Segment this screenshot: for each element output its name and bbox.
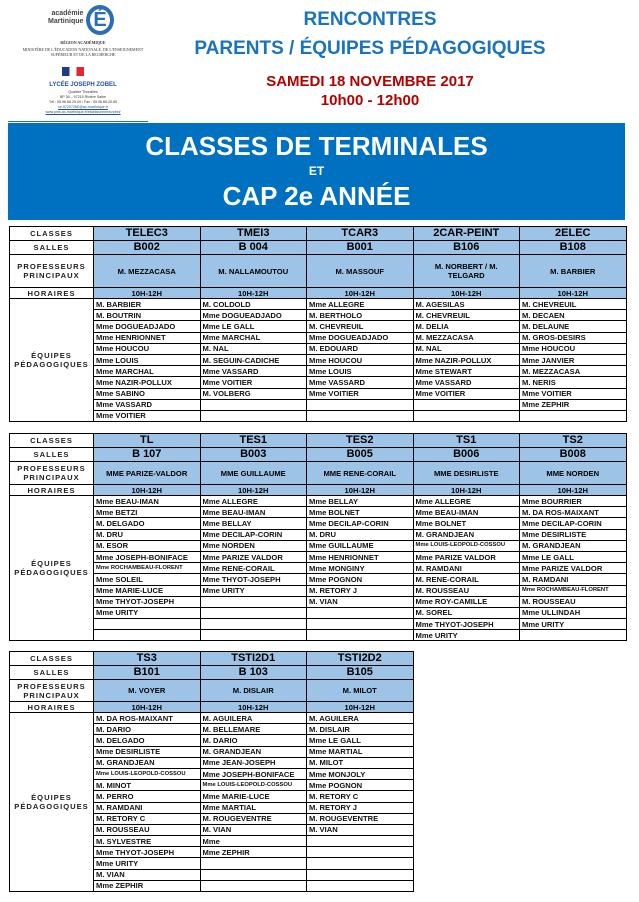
schedule: 10H-12H xyxy=(94,702,201,713)
horaires-label: HORAIRES xyxy=(27,485,76,495)
head-teacher: M. MASSOUF xyxy=(307,255,414,288)
team-member: Mme ZEPHIR xyxy=(520,399,627,410)
equipes-label: PÉDAGOGIQUES xyxy=(14,568,89,578)
room-number: B108 xyxy=(520,241,627,255)
team-member: Mme LOUIS-LEOPOLD-COSSOU xyxy=(200,780,307,791)
team-member: Mme xyxy=(200,836,307,847)
room-number: B006 xyxy=(413,448,520,462)
team-member: Mme BEAU-IMAN xyxy=(200,507,307,518)
equipes-label: ÉQUIPES xyxy=(31,793,72,802)
team-member: M. DA ROS-MAIXANT xyxy=(520,507,627,518)
class-name: TS3 xyxy=(94,652,201,666)
row-label xyxy=(10,652,94,666)
team-member: M. MEZZACASA xyxy=(520,366,627,377)
team-member: Mme DECILAP-CORIN xyxy=(307,518,414,529)
team-member: Mme DOGUEADJADO xyxy=(200,310,307,321)
team-member xyxy=(307,630,414,641)
team-member: M. GRANDJEAN xyxy=(200,746,307,757)
team-member: M. CHEVREUIL xyxy=(413,310,520,321)
team-member: M. DRU xyxy=(94,529,201,540)
row-label xyxy=(10,680,94,702)
team-member: Mme LOUIS xyxy=(94,354,201,365)
schedule: 10H-12H xyxy=(520,485,627,496)
equipes-label: ÉQUIPES xyxy=(31,351,72,361)
lycee-address xyxy=(18,90,148,115)
academie-region-text: Martinique xyxy=(48,18,84,25)
team-member: Mme MARCHAL xyxy=(94,366,201,377)
head-teacher: MME DESIRLISTE xyxy=(413,462,520,485)
team-member: Mme ROY-CAMILLE xyxy=(413,596,520,607)
team-member: M. VIAN xyxy=(307,596,414,607)
schedule: 10H-12H xyxy=(307,485,414,496)
team-member: Mme BOLNET xyxy=(413,518,520,529)
class-name: TES1 xyxy=(200,434,307,448)
team-member xyxy=(200,399,307,410)
team-member: M. DELGADO xyxy=(94,518,201,529)
address-line: Quartier Thorailles xyxy=(68,90,98,94)
team-member xyxy=(307,847,414,858)
team-member: Mme LE GALL xyxy=(200,321,307,332)
team-member: Mme BOURRIER xyxy=(520,496,627,507)
schedule: 10H-12H xyxy=(307,288,414,299)
team-member: Mme URITY xyxy=(200,585,307,596)
team-member: M. NERIS xyxy=(520,377,627,388)
team-member: Mme MARIE-LUCE xyxy=(94,585,201,596)
team-member: Mme BELLAY xyxy=(307,496,414,507)
team-member: Mme DESIRLISTE xyxy=(520,529,627,540)
team-member: M. AGUILERA xyxy=(200,713,307,724)
team-member xyxy=(413,410,520,421)
team-member xyxy=(307,836,414,847)
row-label xyxy=(10,255,94,288)
team-member: Mme MARCHAL xyxy=(200,332,307,343)
team-member: Mme VASSARD xyxy=(200,366,307,377)
team-member: Mme BELLAY xyxy=(200,518,307,529)
team-member: M. SEGUIN-CADICHE xyxy=(200,354,307,365)
team-member: Mme PARIZE VALDOR xyxy=(200,551,307,562)
head-teacher: M. NORBERT / M. TELGARD xyxy=(413,255,520,288)
team-member: M. VIAN xyxy=(94,869,201,880)
head-teacher: MME NORDEN xyxy=(520,462,627,485)
row-label xyxy=(10,485,94,496)
team-member: M. GRANDJEAN xyxy=(413,529,520,540)
team-member: Mme PARIZE VALDOR xyxy=(520,563,627,574)
academie-e-icon: É xyxy=(86,5,114,35)
team-member: M. RAMDANI xyxy=(413,563,520,574)
team-member: Mme URITY xyxy=(94,607,201,618)
team-member: M. DARIO xyxy=(200,735,307,746)
room-number: B101 xyxy=(94,666,201,680)
row-label xyxy=(10,299,94,422)
head-teacher: M. MILOT xyxy=(307,680,414,702)
team-member: Mme POGNON xyxy=(307,574,414,585)
prof-label: PRINCIPAUX xyxy=(23,690,80,700)
team-member: M. RENE-CORAIL xyxy=(413,574,520,585)
team-member: M. DECAEN xyxy=(520,310,627,321)
team-member: M. BOUTRIN xyxy=(94,310,201,321)
horaires-label: HORAIRES xyxy=(27,288,76,298)
head-teacher: M. DISLAIR xyxy=(200,680,307,702)
team-member: Mme DOGUEADJADO xyxy=(307,332,414,343)
schedule: 10H-12H xyxy=(200,288,307,299)
team-member: Mme HOUCOU xyxy=(520,343,627,354)
team-member xyxy=(307,880,414,891)
prof-label: PROFESSEURS xyxy=(17,464,86,473)
team-member xyxy=(307,399,414,410)
team-member: Mme URITY xyxy=(94,858,201,869)
team-member: Mme JANVIER xyxy=(520,354,627,365)
row-label xyxy=(10,241,94,255)
team-member: M. GROS-DESIRS xyxy=(520,332,627,343)
class-table xyxy=(9,226,627,422)
equipes-label: ÉQUIPES xyxy=(31,559,72,569)
team-member: Mme RENE-CORAIL xyxy=(200,563,307,574)
class-name: TSTI2D1 xyxy=(200,652,307,666)
team-member: M. RETORY C xyxy=(94,813,201,824)
team-member: M. DELGADO xyxy=(94,735,201,746)
team-member xyxy=(520,630,627,641)
schedule: 10H-12H xyxy=(413,288,520,299)
prof-label: PROFESSEURS xyxy=(17,262,86,271)
team-member: Mme LE GALL xyxy=(307,735,414,746)
team-member: Mme MARIE-LUCE xyxy=(200,791,307,802)
classes-label: CLASSES xyxy=(30,436,73,445)
event-date: SAMEDI 18 NOVEMBRE 2017 xyxy=(266,73,474,90)
classes-banner xyxy=(8,123,625,220)
team-member: M. RETORY C xyxy=(307,791,414,802)
team-member: M. BERTHOLO xyxy=(307,310,414,321)
team-member: M. MEZZACASA xyxy=(413,332,520,343)
head-teacher: M. VOYER xyxy=(94,680,201,702)
team-member xyxy=(200,596,307,607)
head-teacher: MME RENE-CORAIL xyxy=(307,462,414,485)
team-member: Mme ROCHAMBEAU-FLORENT xyxy=(94,563,201,574)
team-member xyxy=(200,880,307,891)
horaires-label: HORAIRES xyxy=(27,702,76,712)
schedule: 10H-12H xyxy=(94,485,201,496)
team-member: M. MINOT xyxy=(94,780,201,791)
team-member xyxy=(520,410,627,421)
team-member: Mme VOITIER xyxy=(413,388,520,399)
row-label xyxy=(10,434,94,448)
team-member xyxy=(307,869,414,880)
banner-line-1: CLASSES DE TERMINALES xyxy=(145,131,488,161)
banner-line-3: CAP 2e ANNÉE xyxy=(222,181,411,211)
team-member: M. ROUGEVENTRE xyxy=(200,813,307,824)
team-member: Mme MONGINY xyxy=(307,563,414,574)
team-member: M. EDOUARD xyxy=(307,343,414,354)
title-line-1: RENCONTRES xyxy=(303,9,437,30)
team-member: Mme URITY xyxy=(413,630,520,641)
team-member: M. DELIA xyxy=(413,321,520,332)
schedule: 10H-12H xyxy=(94,288,201,299)
team-member: Mme PARIZE VALDOR xyxy=(413,551,520,562)
team-member: M. VIAN xyxy=(307,824,414,835)
marianne-flag-icon xyxy=(62,67,84,76)
team-member xyxy=(94,630,201,641)
team-member: Mme HENRIONNET xyxy=(94,332,201,343)
equipes-label: PÉDAGOGIQUES xyxy=(14,802,89,811)
team-member xyxy=(200,619,307,630)
room-number: B 107 xyxy=(94,448,201,462)
team-member: Mme MONJOLY xyxy=(307,768,414,779)
row-label xyxy=(10,713,94,892)
address-line: BP 36 – 97215 Rivière Salée xyxy=(59,95,107,99)
team-member: M. GRANDJEAN xyxy=(94,757,201,768)
team-member xyxy=(94,619,201,630)
team-member: Mme VOITIER xyxy=(94,410,201,421)
team-member: Mme DOGUEADJADO xyxy=(94,321,201,332)
team-member: M. CHEVREUIL xyxy=(307,321,414,332)
team-member: M. AGUILERA xyxy=(307,713,414,724)
ministere-text: MINISTÈRE DE L'ÉDUCATION NATIONALE, DE L'ENSEIGNEMENT SUPÉRIEUR ET DE LA RECHERCHE xyxy=(22,47,144,57)
class-name: TELEC3 xyxy=(94,227,201,241)
team-member xyxy=(200,869,307,880)
head-teacher: MME GUILLAUME xyxy=(200,462,307,485)
team-member: Mme BEAU-IMAN xyxy=(94,496,201,507)
head-teacher: M. NALLAMOUTOU xyxy=(200,255,307,288)
team-member: Mme HOUCOU xyxy=(307,354,414,365)
website-link[interactable]: www.pms.ac-martinique.fr/etablissement/zobel/ xyxy=(45,110,121,114)
team-member xyxy=(200,630,307,641)
team-member: Mme DESIRLISTE xyxy=(94,746,201,757)
row-label xyxy=(10,227,94,241)
room-number: B 004 xyxy=(200,241,307,255)
team-member: Mme BETZI xyxy=(94,507,201,518)
team-member: Mme MARTIAL xyxy=(200,802,307,813)
team-member: M. BELLEMARE xyxy=(200,724,307,735)
academie-text: académie xyxy=(51,10,84,17)
prof-label: PRINCIPAUX xyxy=(23,271,80,280)
class-name: TCAR3 xyxy=(307,227,414,241)
team-member: Mme JOSEPH-BONIFACE xyxy=(94,551,201,562)
team-member: Mme NORDEN xyxy=(200,540,307,551)
room-number: B106 xyxy=(413,241,520,255)
team-member: M. BARBIER xyxy=(94,299,201,310)
team-member: Mme GUILLAUME xyxy=(307,540,414,551)
room-number: B002 xyxy=(94,241,201,255)
event-time: 10h00 - 12h00 xyxy=(320,92,420,109)
row-label xyxy=(10,462,94,485)
room-number: B105 xyxy=(307,666,414,680)
class-name: 2CAR-PEINT xyxy=(413,227,520,241)
team-member: M. RAMDANI xyxy=(94,802,201,813)
class-table xyxy=(9,433,627,641)
team-member: Mme VOITIER xyxy=(520,388,627,399)
team-member: Mme HENRIONNET xyxy=(307,551,414,562)
team-member: Mme THYOT-JOSEPH xyxy=(94,847,201,858)
team-member: M. DRU xyxy=(307,529,414,540)
team-member: Mme ZEPHIR xyxy=(200,847,307,858)
class-name: TMEI3 xyxy=(200,227,307,241)
team-member: M. VIAN xyxy=(200,824,307,835)
team-member: Mme NAZIR-POLLUX xyxy=(413,354,520,365)
team-member: Mme VASSARD xyxy=(307,377,414,388)
classes-label: CLASSES xyxy=(30,654,73,663)
team-member xyxy=(307,858,414,869)
team-member: M. DARIO xyxy=(94,724,201,735)
row-label xyxy=(10,702,94,713)
team-member: M. DA ROS-MAIXANT xyxy=(94,713,201,724)
team-member xyxy=(413,399,520,410)
schedule: 10H-12H xyxy=(200,702,307,713)
class-table xyxy=(9,651,414,892)
title-line-2: PARENTS / ÉQUIPES PÉDAGOGIQUES xyxy=(194,38,546,59)
team-member xyxy=(307,410,414,421)
team-member: Mme NAZIR-POLLUX xyxy=(94,377,201,388)
salles-label: SALLES xyxy=(33,668,70,677)
team-member: Mme LOUIS-LEOPOLD-COSSOU xyxy=(94,768,201,779)
team-member: Mme STEWART xyxy=(413,366,520,377)
row-label xyxy=(10,448,94,462)
class-name: TS1 xyxy=(413,434,520,448)
team-member: Mme ZEPHIR xyxy=(94,880,201,891)
team-member: M. NAL xyxy=(200,343,307,354)
academie-wordmark xyxy=(48,10,83,26)
team-member: Mme ULLINDAH xyxy=(520,607,627,618)
room-number: B008 xyxy=(520,448,627,462)
team-member: Mme VOITIER xyxy=(200,377,307,388)
team-member: M. ROUSSEAU xyxy=(94,824,201,835)
schedule: 10H-12H xyxy=(200,485,307,496)
team-member: Mme ALLEGRE xyxy=(307,299,414,310)
team-member: Mme DECILAP-CORIN xyxy=(520,518,627,529)
team-member: M. MILOT xyxy=(307,757,414,768)
team-member: Mme SABINO xyxy=(94,388,201,399)
prof-label: PROFESSEURS xyxy=(17,681,86,691)
schedule: 10H-12H xyxy=(307,702,414,713)
team-member xyxy=(200,607,307,618)
team-member: M. RETORY J xyxy=(307,585,414,596)
head-teacher: M. MEZZACASA xyxy=(94,255,201,288)
team-member: M. DELAUNE xyxy=(520,321,627,332)
team-member: Mme LOUIS-LEOPOLD-COSSOU xyxy=(413,540,520,551)
salles-label: SALLES xyxy=(33,243,70,252)
team-member: Mme ALLEGRE xyxy=(200,496,307,507)
team-member: M. RETORY J xyxy=(307,802,414,813)
room-number: B005 xyxy=(307,448,414,462)
team-member: M. ESOR xyxy=(94,540,201,551)
team-member: Mme BOLNET xyxy=(307,507,414,518)
team-member: Mme THYOT-JOSEPH xyxy=(413,619,520,630)
class-name: TSTI2D2 xyxy=(307,652,414,666)
schedule: 10H-12H xyxy=(413,485,520,496)
email-link[interactable]: ce.9720726E@ac-martinique.fr xyxy=(58,105,108,109)
class-name: TS2 xyxy=(520,434,627,448)
team-member: Mme POGNON xyxy=(307,780,414,791)
team-member xyxy=(200,410,307,421)
team-member: Mme THYOT-JOSEPH xyxy=(200,574,307,585)
team-member: Mme HOUCOU xyxy=(94,343,201,354)
team-member: Mme JOSEPH-BONIFACE xyxy=(200,768,307,779)
row-label xyxy=(10,496,94,641)
team-member: Mme VASSARD xyxy=(413,377,520,388)
prof-label: PRINCIPAUX xyxy=(23,473,80,482)
class-name: TES2 xyxy=(307,434,414,448)
team-member: Mme ALLEGRE xyxy=(413,496,520,507)
team-member: M. RAMDANI xyxy=(520,574,627,585)
region-text: RÉGION ACADÉMIQUE xyxy=(60,40,106,45)
salles-label: SALLES xyxy=(33,450,70,459)
head-teacher: MME PARIZE-VALDOR xyxy=(94,462,201,485)
room-number: B 103 xyxy=(200,666,307,680)
team-member: Mme THYOT-JOSEPH xyxy=(94,596,201,607)
head-teacher: M. BARBIER xyxy=(520,255,627,288)
team-member: Mme VOITIER xyxy=(307,388,414,399)
row-label xyxy=(10,666,94,680)
team-member xyxy=(200,858,307,869)
team-member: M. SOREL xyxy=(413,607,520,618)
team-member: M. ROUSSEAU xyxy=(413,585,520,596)
team-member: M. CHEVREUIL xyxy=(520,299,627,310)
team-member: M. GRANDJEAN xyxy=(520,540,627,551)
room-number: B001 xyxy=(307,241,414,255)
team-member: M. AGESILAS xyxy=(413,299,520,310)
team-member: M. DISLAIR xyxy=(307,724,414,735)
team-member xyxy=(307,619,414,630)
team-member: M. NAL xyxy=(413,343,520,354)
equipes-label: PÉDAGOGIQUES xyxy=(14,360,89,370)
team-member: Mme URITY xyxy=(520,619,627,630)
phone-fax: Tél : 05.96.68.25.09 / Fax : 05.96.68.25.85 xyxy=(49,100,117,104)
team-member xyxy=(307,607,414,618)
team-member: Mme MARTIAL xyxy=(307,746,414,757)
class-name: 2ELEC xyxy=(520,227,627,241)
room-number: B003 xyxy=(200,448,307,462)
schedule: 10H-12H xyxy=(520,288,627,299)
team-member: M. ROUSSEAU xyxy=(520,596,627,607)
team-member: Mme JEAN-JOSEPH xyxy=(200,757,307,768)
divider xyxy=(8,121,148,122)
team-member: M. COLDOLD xyxy=(200,299,307,310)
team-member: Mme SOLEIL xyxy=(94,574,201,585)
team-member: M. SYLVESTRE xyxy=(94,836,201,847)
lycee-name: LYCÉE JOSEPH ZOBEL xyxy=(49,82,117,88)
row-label xyxy=(10,288,94,299)
team-member: Mme VASSARD xyxy=(94,399,201,410)
team-member: Mme ROCHAMBEAU-FLORENT xyxy=(520,585,627,596)
team-member: Mme BEAU-IMAN xyxy=(413,507,520,518)
banner-line-2: ET xyxy=(308,164,325,178)
team-member: Mme DECILAP-CORIN xyxy=(200,529,307,540)
class-name: TL xyxy=(94,434,201,448)
team-member: Mme LOUIS xyxy=(307,366,414,377)
team-member: Mme LE GALL xyxy=(520,551,627,562)
team-member: M. ROUGEVENTRE xyxy=(307,813,414,824)
team-member: M. PERRO xyxy=(94,791,201,802)
classes-label: CLASSES xyxy=(30,229,73,238)
team-member: M. VOLBERG xyxy=(200,388,307,399)
